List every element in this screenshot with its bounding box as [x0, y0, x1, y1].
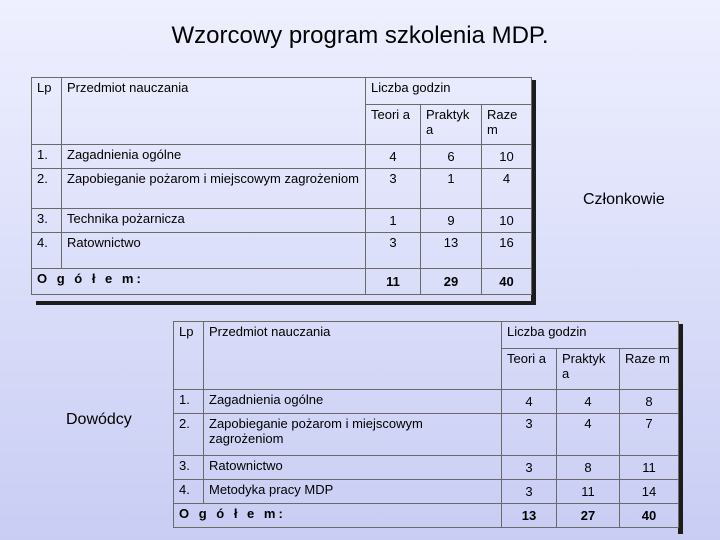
row-subject: Zagadnienia ogólne [62, 145, 366, 169]
header-subject: Przedmiot nauczania [204, 322, 502, 390]
sum-practice: 27 [557, 504, 620, 528]
header-total: Raze m [620, 349, 679, 390]
header-practice: Praktyk a [421, 105, 482, 145]
header-theory: Teori a [366, 105, 421, 145]
sum-label: O g ó ł e m: [174, 504, 502, 528]
row-practice: 4 [557, 414, 620, 456]
table-row [174, 480, 679, 504]
row-theory: 4 [366, 145, 421, 169]
header-hours: Liczba godzin [366, 78, 532, 105]
row-total: 10 [482, 209, 532, 233]
header-lp: Lp [32, 78, 62, 145]
commanders-label: Dowódcy [66, 411, 132, 428]
header-practice: Praktyk a [557, 349, 620, 390]
row-practice: 9 [421, 209, 482, 233]
row-theory: 1 [366, 209, 421, 233]
row-total: 16 [482, 233, 532, 269]
row-practice: 11 [557, 480, 620, 504]
header-theory: Teori a [502, 349, 557, 390]
row-lp: 2. [32, 169, 62, 209]
sum-row [32, 269, 532, 295]
row-subject: Zapobieganie pożarom i miejscowym zagrożeniom [204, 414, 502, 456]
row-subject: Ratownictwo [204, 456, 502, 480]
row-subject: Technika pożarnicza [62, 209, 366, 233]
table-row [32, 209, 532, 233]
row-total: 10 [482, 145, 532, 169]
row-total: 11 [620, 456, 679, 480]
table-row [174, 456, 679, 480]
row-theory: 3 [366, 169, 421, 209]
sum-practice: 29 [421, 269, 482, 295]
header-total: Raze m [482, 105, 532, 145]
header-subject: Przedmiot nauczania [62, 78, 366, 145]
sum-theory: 13 [502, 504, 557, 528]
row-lp: 4. [174, 480, 204, 504]
sum-total: 40 [620, 504, 679, 528]
table-row [32, 169, 532, 209]
row-lp: 3. [32, 209, 62, 233]
row-lp: 1. [174, 390, 204, 414]
row-theory: 3 [502, 414, 557, 456]
row-total: 4 [482, 169, 532, 209]
row-lp: 1. [32, 145, 62, 169]
table-row [174, 390, 679, 414]
row-theory: 3 [502, 456, 557, 480]
row-lp: 4. [32, 233, 62, 269]
table-shadow [36, 301, 536, 305]
sum-theory: 11 [366, 269, 421, 295]
row-theory: 3 [366, 233, 421, 269]
page-title: Wzorcowy program szkolenia MDP. [171, 22, 549, 49]
row-practice: 6 [421, 145, 482, 169]
sum-row [174, 504, 679, 528]
row-subject: Zapobieganie pożarom i miejscowym zagrożeniom [62, 169, 366, 209]
row-practice: 4 [557, 390, 620, 414]
row-total: 14 [620, 480, 679, 504]
header-lp: Lp [174, 322, 204, 390]
header-hours: Liczba godzin [502, 322, 679, 349]
row-practice: 8 [557, 456, 620, 480]
sum-label: O g ó ł e m: [32, 269, 366, 295]
table-row [32, 145, 532, 169]
row-total: 7 [620, 414, 679, 456]
row-total: 8 [620, 390, 679, 414]
row-lp: 2. [174, 414, 204, 456]
row-theory: 4 [502, 390, 557, 414]
sum-total: 40 [482, 269, 532, 295]
members-table [31, 77, 532, 295]
row-subject: Ratownictwo [62, 233, 366, 269]
row-subject: Zagadnienia ogólne [204, 390, 502, 414]
row-lp: 3. [174, 456, 204, 480]
table-row [32, 233, 532, 269]
members-label: Członkowie [583, 191, 665, 208]
table-row [174, 414, 679, 456]
row-theory: 3 [502, 480, 557, 504]
row-practice: 1 [421, 169, 482, 209]
commanders-table [173, 321, 679, 528]
row-practice: 13 [421, 233, 482, 269]
row-subject: Metodyka pracy MDP [204, 480, 502, 504]
